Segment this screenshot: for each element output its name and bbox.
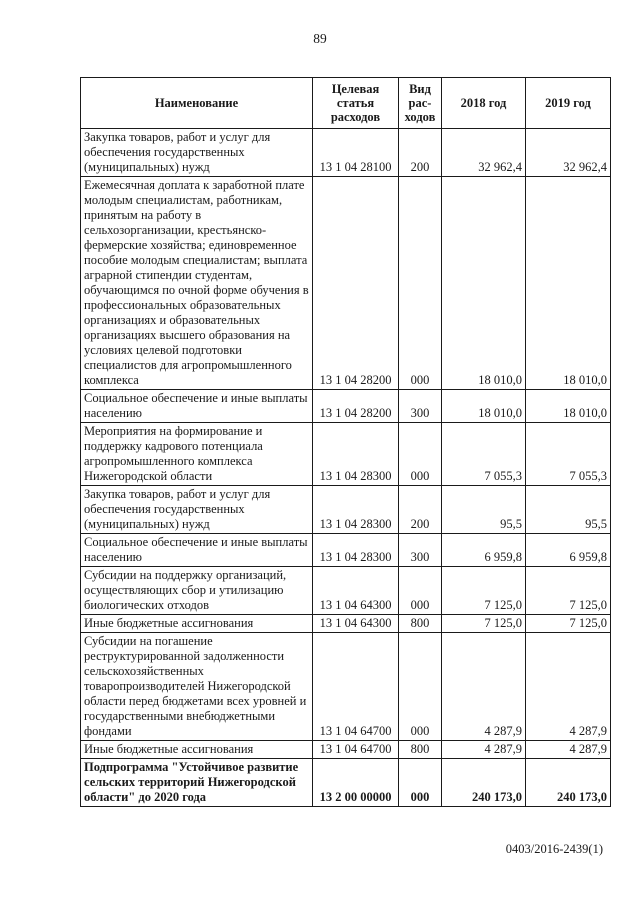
row-name: Субсидии на погашение реструктурированной задолженности сельскохозяйственных товаропроизводителей Нижегородской области перед бюджетами всех уровней и государственными внебюджетными фондами — [81, 633, 313, 741]
row-target-code: 13 1 04 28300 — [313, 423, 399, 486]
row-name: Иные бюджетные ассигнования — [81, 741, 313, 759]
row-expense-type: 800 — [399, 615, 442, 633]
header-name: Наименование — [81, 78, 313, 129]
row-amount-2018: 7 125,0 — [442, 567, 526, 615]
row-target-code: 13 1 04 28200 — [313, 177, 399, 390]
row-target-code: 13 1 04 64300 — [313, 567, 399, 615]
row-name: Социальное обеспечение и иные выплаты населению — [81, 534, 313, 567]
row-amount-2019: 7 125,0 — [526, 615, 611, 633]
row-name: Мероприятия на формирование и поддержку кадрового потенциала агропромышленного комплекса Нижегородской области — [81, 423, 313, 486]
table-row — [81, 423, 611, 486]
table-row — [81, 129, 611, 177]
row-target-code: 13 1 04 28300 — [313, 486, 399, 534]
header-2018: 2018 год — [442, 78, 526, 129]
row-amount-2019: 6 959,8 — [526, 534, 611, 567]
row-name: Социальное обеспечение и иные выплаты населению — [81, 390, 313, 423]
table-row — [81, 633, 611, 741]
table-row — [81, 486, 611, 534]
row-name: Закупка товаров, работ и услуг для обеспечения государственных (муниципальных) нужд — [81, 129, 313, 177]
row-expense-type: 000 — [399, 423, 442, 486]
row-amount-2018: 18 010,0 — [442, 177, 526, 390]
row-expense-type: 000 — [399, 177, 442, 390]
row-amount-2019: 7 125,0 — [526, 567, 611, 615]
row-expense-type: 000 — [399, 567, 442, 615]
row-expense-type: 300 — [399, 534, 442, 567]
page-number: 89 — [313, 31, 327, 46]
row-amount-2019: 18 010,0 — [526, 177, 611, 390]
row-amount-2019: 240 173,0 — [526, 759, 611, 807]
row-amount-2018: 7 055,3 — [442, 423, 526, 486]
row-expense-type: 800 — [399, 741, 442, 759]
row-expense-type: 200 — [399, 486, 442, 534]
row-amount-2018: 6 959,8 — [442, 534, 526, 567]
row-name: Ежемесячная доплата к заработной плате молодым специалистам, работникам, принятым на работу в сельхозорганизации, крестьянско-фермерские хозяйства; единовременное пособие молодым специалистам; выплата аграрной стипендии студентам, обучающимся по очной форме обучения в профессиональных образовательных организациях и образовательных организациях высшего образования на условиях целевой подготовки специалистов для агропромышленного комплекса — [81, 177, 313, 390]
row-expense-type: 000 — [399, 633, 442, 741]
row-expense-type: 300 — [399, 390, 442, 423]
row-target-code: 13 1 04 64700 — [313, 741, 399, 759]
row-amount-2019: 18 010,0 — [526, 390, 611, 423]
table-row — [81, 741, 611, 759]
table-row — [81, 534, 611, 567]
row-target-code: 13 1 04 64700 — [313, 633, 399, 741]
header-code: Целевая статья расходов — [313, 78, 399, 129]
row-amount-2018: 4 287,9 — [442, 633, 526, 741]
budget-table — [80, 77, 611, 807]
table-body — [81, 129, 611, 807]
table-row — [81, 615, 611, 633]
row-target-code: 13 2 00 00000 — [313, 759, 399, 807]
row-amount-2019: 4 287,9 — [526, 633, 611, 741]
row-amount-2018: 240 173,0 — [442, 759, 526, 807]
row-amount-2019: 7 055,3 — [526, 423, 611, 486]
row-amount-2018: 4 287,9 — [442, 741, 526, 759]
row-amount-2019: 95,5 — [526, 486, 611, 534]
table-row — [81, 567, 611, 615]
row-target-code: 13 1 04 28100 — [313, 129, 399, 177]
row-amount-2019: 32 962,4 — [526, 129, 611, 177]
row-target-code: 13 1 04 28200 — [313, 390, 399, 423]
row-amount-2018: 95,5 — [442, 486, 526, 534]
table-row — [81, 759, 611, 807]
row-name: Закупка товаров, работ и услуг для обеспечения государственных (муниципальных) нужд — [81, 486, 313, 534]
table-header-row — [81, 78, 611, 129]
header-type: Вид рас-ходов — [399, 78, 442, 129]
row-name: Подпрограмма "Устойчивое развитие сельских территорий Нижегородской области" до 2020 года — [81, 759, 313, 807]
row-target-code: 13 1 04 64300 — [313, 615, 399, 633]
row-target-code: 13 1 04 28300 — [313, 534, 399, 567]
row-amount-2018: 7 125,0 — [442, 615, 526, 633]
document-code: 0403/2016-2439(1) — [505, 842, 603, 856]
table-row — [81, 177, 611, 390]
row-expense-type: 000 — [399, 759, 442, 807]
row-amount-2019: 4 287,9 — [526, 741, 611, 759]
table-row — [81, 390, 611, 423]
row-expense-type: 200 — [399, 129, 442, 177]
row-name: Субсидии на поддержку организаций, осуществляющих сбор и утилизацию биологических отходов — [81, 567, 313, 615]
header-2019: 2019 год — [526, 78, 611, 129]
row-amount-2018: 32 962,4 — [442, 129, 526, 177]
row-name: Иные бюджетные ассигнования — [81, 615, 313, 633]
row-amount-2018: 18 010,0 — [442, 390, 526, 423]
